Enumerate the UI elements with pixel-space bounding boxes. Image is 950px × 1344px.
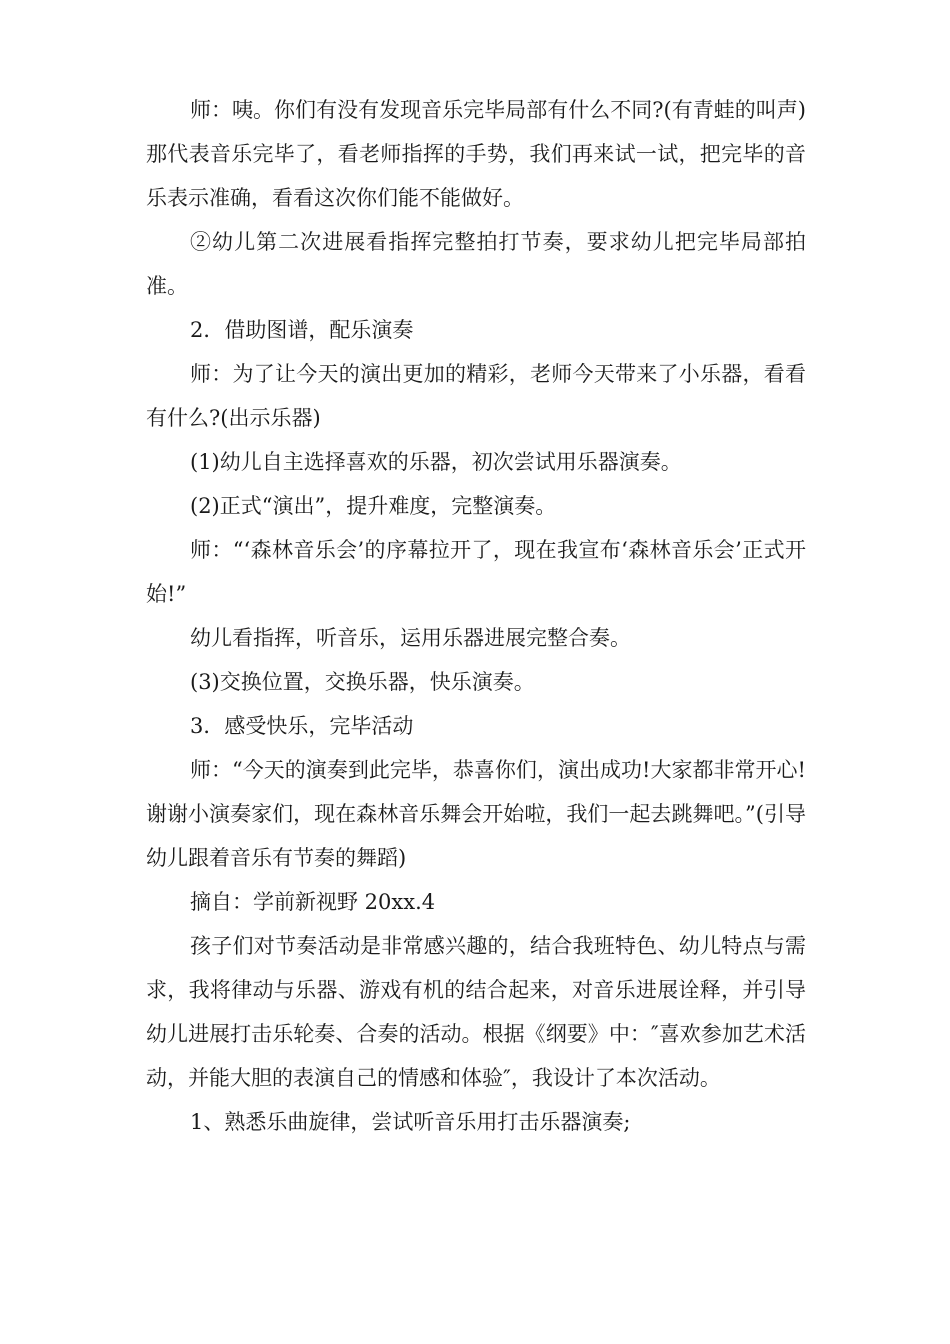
paragraph-children-ensemble: 幼儿看指挥，听音乐，运用乐器进展完整合奏。 bbox=[190, 626, 631, 650]
paragraph-teacher-concert: 师：“‘森林音乐会’的序幕拉开了，现在我宣布‘森林音乐会’正式开始!” bbox=[146, 538, 806, 606]
list-item-1: (1)幼儿自主选择喜欢的乐器，初次尝试用乐器演奏。 bbox=[190, 450, 682, 474]
paragraph-teacher-instruments: 师：为了让今天的演出更加的精彩，老师今天带来了小乐器，看看有什么?(出示乐器) bbox=[146, 362, 806, 430]
list-item-3: (3)交换位置，交换乐器，快乐演奏。 bbox=[190, 670, 535, 694]
section-heading-3: 3．感受快乐，完毕活动 bbox=[190, 714, 414, 738]
document-page bbox=[146, 88, 806, 1144]
paragraph-reflection: 孩子们对节奏活动是非常感兴趣的，结合我班特色、幼儿特点与需求，我将律动与乐器、游戏有机的结合起来，对音乐进展诠释，并引导幼儿进展打击乐轮奏、合奏的活动。根据《纲要》中：″喜欢参加艺术活动，并能大胆的表演自己的情感和体验″，我设计了本次活动。 bbox=[146, 934, 806, 1090]
section-heading-2: 2．借助图谱，配乐演奏 bbox=[190, 318, 414, 342]
list-item-2: (2)正式“演出”，提升难度，完整演奏。 bbox=[190, 494, 557, 518]
paragraph-teacher-closing: 师：“今天的演奏到此完毕，恭喜你们，演出成功!大家都非常开心!谢谢小演奏家们，现在森林音乐舞会开始啦，我们一起去跳舞吧。”(引导幼儿跟着音乐有节奏的舞蹈) bbox=[146, 758, 806, 870]
source-citation: 摘自：学前新视野 20xx.4 bbox=[190, 890, 436, 914]
goal-item-1: 1、熟悉乐曲旋律，尝试听音乐用打击乐器演奏; bbox=[190, 1110, 631, 1134]
paragraph-second-clap: ②幼儿第二次进展看指挥完整拍打节奏，要求幼儿把完毕局部拍准。 bbox=[146, 230, 806, 298]
paragraph-teacher-ending: 师：咦。你们有没有发现音乐完毕局部有什么不同?(有青蛙的叫声)那代表音乐完毕了，看老师指挥的手势，我们再来试一试，把完毕的音乐表示准确，看看这次你们能不能做好。 bbox=[146, 98, 806, 210]
